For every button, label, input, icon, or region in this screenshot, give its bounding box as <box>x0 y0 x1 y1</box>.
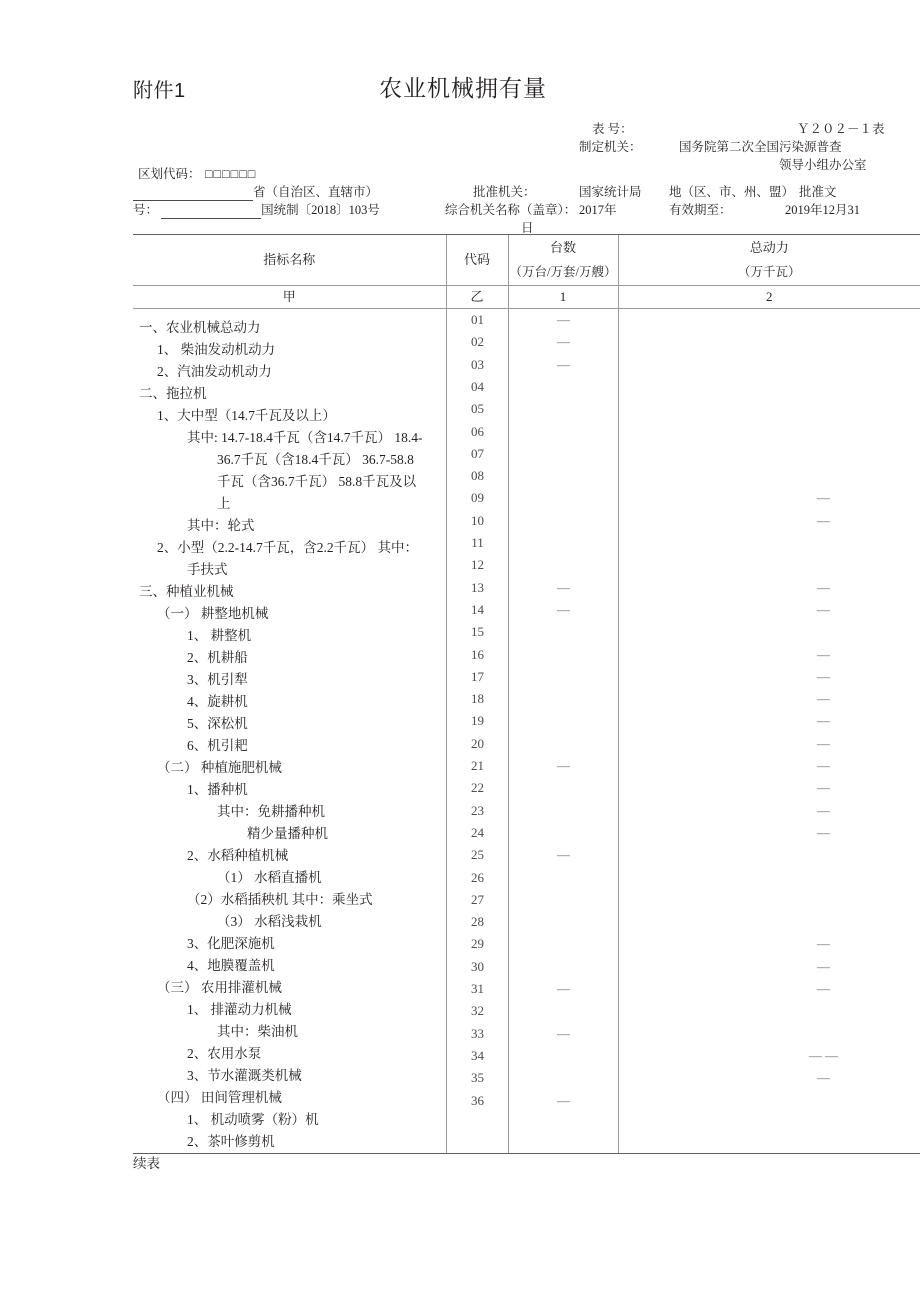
indicator-name-cell: 2、汽油发动机动力 <box>157 364 272 379</box>
meta-prefecture-text: 地（区、市、州、盟） <box>669 185 795 199</box>
indicator-name-cell: 其中：免耕播种机 <box>217 804 325 819</box>
indicator-code-cell: 24 <box>471 824 484 840</box>
indicator-name-cell: 2、农用水泵 <box>187 1046 262 1061</box>
page-title: 农业机械拥有量 <box>379 76 547 101</box>
codes-layer <box>447 309 509 1153</box>
indicator-code-cell: 33 <box>471 1025 484 1041</box>
indicator-code-cell: 10 <box>471 512 484 528</box>
indicator-names-layer <box>133 309 446 1153</box>
meta-table-no-label: 表 号： <box>592 122 633 136</box>
meta-issuer-value-line1: 国务院第二次全国污染源普查 <box>679 140 842 154</box>
total-power-value-cell[interactable]: — <box>817 735 830 751</box>
indicator-name-cell: 1、 机动喷雾（粉）机 <box>187 1112 319 1127</box>
table-column-number-row <box>133 286 920 309</box>
col-number-indicator-name: 甲 <box>133 286 446 309</box>
indicator-name-cell: （二） 种植施肥机械 <box>157 760 282 775</box>
codes-column <box>446 309 508 1154</box>
col-header-units-title: 台数 <box>549 240 576 255</box>
indicator-name-cell: 2、水稻种植机械 <box>187 848 289 863</box>
indicator-names-column <box>133 309 446 1154</box>
total-power-value-cell[interactable]: — — <box>808 1047 839 1063</box>
indicator-code-cell: 16 <box>471 646 484 662</box>
indicator-code-cell: 36 <box>471 1092 484 1108</box>
total-power-value-cell[interactable]: — <box>817 981 830 996</box>
quantity-value-cell[interactable]: — <box>557 1025 570 1041</box>
col-header-total-power <box>618 235 920 286</box>
meta-table-no-value: Ｙ２０２－１表 <box>797 122 885 136</box>
meta-issuer-label: 制定机关： <box>579 140 642 154</box>
indicator-code-cell: 22 <box>471 780 484 796</box>
indicator-code-cell: 34 <box>471 1047 484 1063</box>
total-power-value-cell[interactable]: — <box>817 758 830 773</box>
indicator-name-cell: 6、机引耙 <box>187 738 248 753</box>
quantity-value-cell[interactable]: — <box>557 847 570 863</box>
indicator-name-cell: 三、种植业机械 <box>139 584 234 599</box>
province-input-line[interactable] <box>133 187 253 201</box>
total-power-value-cell[interactable]: — <box>817 668 830 684</box>
indicator-name-cell: 一、农业机械总动力 <box>139 320 261 335</box>
indicator-code-cell: 28 <box>471 914 484 930</box>
indicator-code-cell: 08 <box>471 468 484 484</box>
indicator-name-cell: 4、旋耕机 <box>187 694 248 709</box>
indicator-name-cell: （一） 耕整地机械 <box>157 606 269 621</box>
indicator-code-cell: 07 <box>471 445 484 461</box>
col-header-indicator-name-title: 指标名称 <box>263 252 316 267</box>
meta-year-value: 2017年 <box>579 203 617 217</box>
indicator-code-cell: 13 <box>471 579 484 595</box>
province-suffix-label: 省（自治区、直辖市） <box>253 185 379 199</box>
indicator-name-cell: 3、化肥深施机 <box>187 936 275 951</box>
col-header-code-title: 代码 <box>463 252 490 267</box>
total-power-value-cell[interactable]: — <box>817 958 830 974</box>
indicator-code-cell: 20 <box>471 735 484 751</box>
quantity-value-cell[interactable]: — <box>557 758 570 773</box>
continued-table-label: 续表 <box>133 1156 160 1171</box>
quantity-value-cell[interactable]: — <box>557 312 570 327</box>
indicator-code-cell: 14 <box>471 601 484 617</box>
indicator-code-cell: 04 <box>471 378 484 394</box>
indicator-name-cell: 千瓦（含36.7千瓦） 58.8千瓦及以 <box>217 474 417 489</box>
meta-approval-doc-label-part2: 号： <box>133 203 159 217</box>
quantity-value-cell[interactable]: — <box>557 981 570 996</box>
indicator-name-cell: 其中: 14.7-18.4千瓦（含14.7千瓦） 18.4- <box>187 430 423 445</box>
indicator-name-cell: 1、 耕整机 <box>187 628 252 643</box>
table-body-row <box>133 309 920 1154</box>
meta-valid-until-value-line1: 2019年12月31 <box>785 203 861 217</box>
col-header-code <box>446 235 508 286</box>
title-block <box>133 70 793 110</box>
total-power-value-cell[interactable]: — <box>817 646 830 662</box>
indicator-code-cell: 19 <box>471 713 484 729</box>
approval-doc-field[interactable] <box>133 201 380 219</box>
region-code-boxes[interactable]: □□□□□□ <box>205 167 257 181</box>
meta-agency-seal-label: 综合机关名称（盖章）： <box>445 203 577 217</box>
col-header-total-power-subtitle: （万千瓦） <box>737 265 801 279</box>
col-header-total-power-title: 总动力 <box>749 240 789 255</box>
indicator-name-cell: 1、 柴油发动机动力 <box>157 342 276 357</box>
indicator-name-cell: 3、节水灌溉类机械 <box>187 1068 302 1083</box>
col-header-units-subtitle: （万台/万套/万艘） <box>509 265 617 279</box>
indicator-name-cell: 其中：轮式 <box>187 518 255 533</box>
total-power-value-cell[interactable]: — <box>817 601 830 617</box>
agricultural-machinery-table <box>133 234 920 1154</box>
indicator-code-cell: 12 <box>471 557 484 573</box>
indicator-name-cell: 36.7千瓦（含18.4千瓦） 36.7-58.8 <box>217 452 414 467</box>
total-power-column <box>618 309 920 1154</box>
meta-region-code-label: 区划代码： <box>138 167 201 181</box>
total-power-value-cell[interactable]: — <box>817 579 830 595</box>
indicator-code-cell: 01 <box>471 312 484 327</box>
indicator-code-cell: 29 <box>471 936 484 952</box>
indicator-name-cell: 其中：柴油机 <box>217 1024 298 1039</box>
approval-doc-input-line[interactable] <box>161 205 261 219</box>
indicator-name-cell: （3） 水稻浅栽机 <box>217 914 322 929</box>
indicator-code-cell: 21 <box>471 758 484 773</box>
indicator-name-cell: （2）水稻插秧机 其中：乘坐式 <box>187 892 373 907</box>
col-header-indicator-name <box>133 235 446 286</box>
indicator-name-cell: 二、拖拉机 <box>139 386 207 401</box>
indicator-code-cell: 23 <box>471 802 484 818</box>
indicator-code-cell: 27 <box>471 891 484 907</box>
indicator-code-cell: 18 <box>471 691 484 707</box>
meta-approver-value: 国家统计局 <box>579 185 642 199</box>
total-power-value-cell[interactable]: — <box>817 780 830 796</box>
indicator-code-cell: 03 <box>471 356 484 372</box>
meta-approval-doc-label-part1: 批准文 <box>799 185 837 199</box>
quantity-value-cell[interactable]: — <box>557 356 570 372</box>
meta-valid-until-label: 有效期至： <box>669 203 732 217</box>
indicator-name-cell: （三） 农用排灌机械 <box>157 980 282 995</box>
indicator-name-cell: 1、大中型（14.7千瓦及以上） <box>157 408 336 423</box>
indicator-name-cell: 精少量播种机 <box>247 826 328 841</box>
indicator-code-cell: 30 <box>471 958 484 974</box>
meta-approval-doc-value: 国统制〔2018〕103号 <box>261 203 380 217</box>
indicator-name-cell: 4、地膜覆盖机 <box>187 958 275 973</box>
total-power-value-cell[interactable]: — <box>817 490 830 506</box>
col-number-total-power: 2 <box>618 286 920 309</box>
quantity-value-cell[interactable]: — <box>557 601 570 617</box>
indicator-name-cell: 1、 排灌动力机械 <box>187 1002 292 1017</box>
total-power-value-cell[interactable]: — <box>817 936 830 952</box>
table-header-row <box>133 235 920 286</box>
indicator-code-cell: 11 <box>471 535 484 550</box>
indicator-name-cell: 2、小型（2.2-14.7千瓦，含2.2千瓦） 其中： <box>157 540 418 555</box>
indicator-code-cell: 06 <box>471 423 484 439</box>
col-number-units: 1 <box>508 286 618 309</box>
indicator-name-cell: 2、机耕船 <box>187 650 248 665</box>
attachment-label: 附件1 <box>133 80 186 102</box>
total-power-values-layer[interactable] <box>619 309 920 1153</box>
col-number-code: 乙 <box>446 286 508 309</box>
quantity-values-layer[interactable] <box>509 309 618 1153</box>
indicator-code-cell: 35 <box>471 1070 484 1086</box>
quantity-value-cell[interactable]: — <box>557 1092 570 1108</box>
meta-approver-label: 批准机关： <box>473 185 536 199</box>
indicator-name-cell: 上 <box>217 496 231 511</box>
total-power-value-cell[interactable]: — <box>817 802 830 818</box>
indicator-name-cell: 1、播种机 <box>187 782 248 797</box>
total-power-value-cell[interactable]: — <box>817 512 830 528</box>
total-power-value-cell[interactable]: — <box>817 1070 830 1086</box>
data-table-wrapper <box>133 234 920 1154</box>
col-header-units <box>508 235 618 286</box>
total-power-value-cell[interactable]: — <box>817 713 830 729</box>
indicator-name-cell: 手扶式 <box>187 562 228 577</box>
total-power-value-cell[interactable]: — <box>817 691 830 707</box>
meta-issuer-value-line2: 领导小组办公室 <box>779 158 867 172</box>
indicator-name-cell: （1） 水稻直播机 <box>217 870 322 885</box>
indicator-code-cell: 15 <box>471 624 484 640</box>
indicator-code-cell: 25 <box>471 847 484 863</box>
total-power-value-cell[interactable]: — <box>817 824 830 840</box>
quantity-column <box>508 309 618 1154</box>
meta-valid-until-value-line2: 日 <box>521 221 534 235</box>
indicator-name-cell: （四） 田间管理机械 <box>157 1090 282 1105</box>
indicator-name-cell: 2、茶叶修剪机 <box>187 1134 275 1149</box>
indicator-code-cell: 02 <box>471 334 484 350</box>
indicator-code-cell: 17 <box>471 668 484 684</box>
indicator-code-cell: 05 <box>471 401 484 417</box>
province-field[interactable] <box>133 183 378 201</box>
indicator-code-cell: 32 <box>471 1003 484 1019</box>
indicator-code-cell: 09 <box>471 490 484 506</box>
quantity-value-cell[interactable]: — <box>557 334 570 350</box>
indicator-code-cell: 31 <box>471 981 484 996</box>
indicator-name-cell: 3、机引犁 <box>187 672 248 687</box>
quantity-value-cell[interactable]: — <box>557 579 570 595</box>
indicator-name-cell: 5、深松机 <box>187 716 248 731</box>
indicator-code-cell: 26 <box>471 869 484 885</box>
